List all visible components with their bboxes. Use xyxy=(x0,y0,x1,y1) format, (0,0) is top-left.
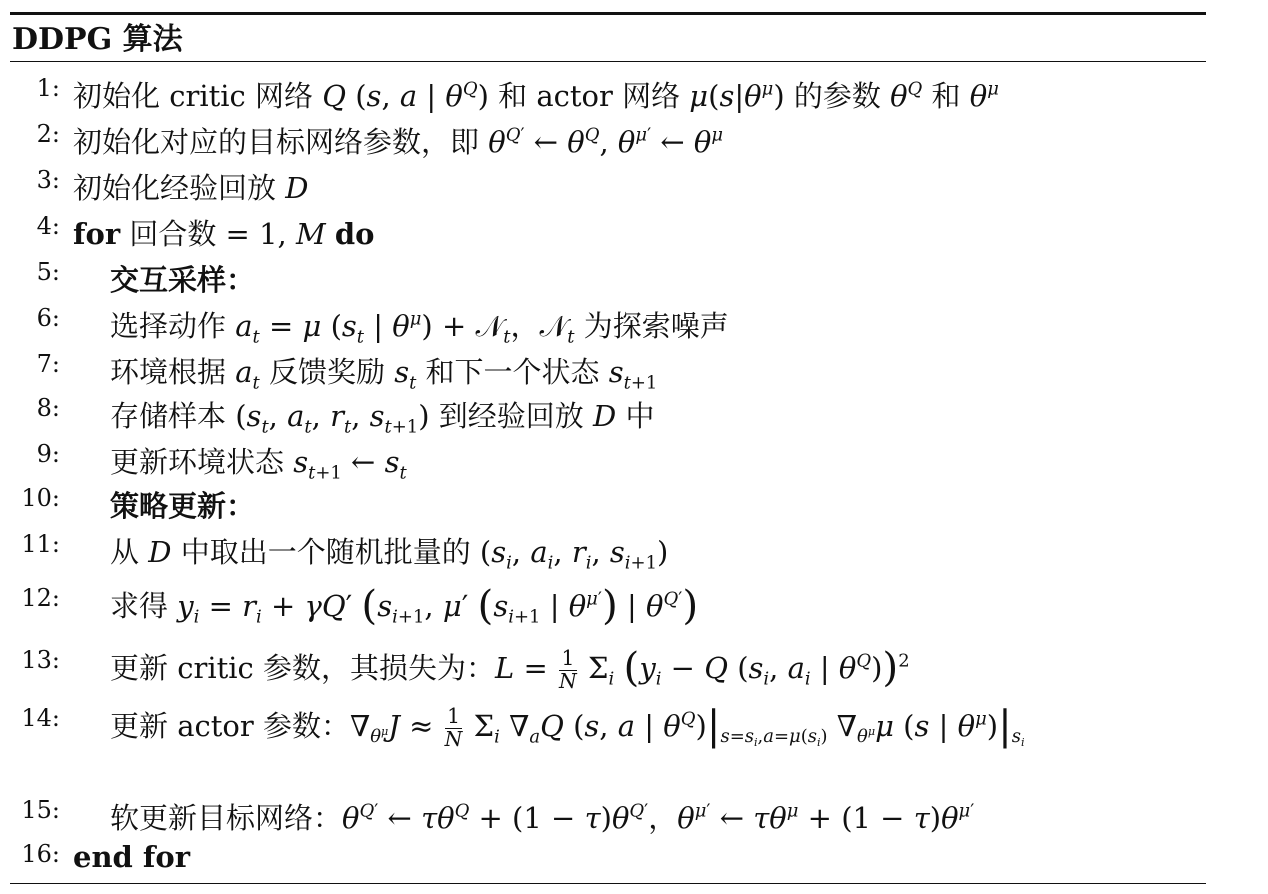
line-number: 10: xyxy=(21,484,60,512)
line-number: 5: xyxy=(36,258,60,286)
line-number: 6: xyxy=(36,304,60,332)
line-number: 9: xyxy=(36,440,60,468)
line-text: 从 D 中取出一个随机批量的 ($s_i$, $a_i$, $r_i$, $s_{i+1}$) xyxy=(110,535,669,574)
line-text: 环境根据 $a_t$ 反馈奖励 $s_t$ 和下一个状态 $s_{t+1}$ xyxy=(110,355,658,394)
line-number: 1: xyxy=(36,74,60,102)
line-number: 3: xyxy=(36,166,60,194)
line-number: 11: xyxy=(21,530,60,558)
line-text: 求得 $y_i = r_i + \gamma Q'$ ($s_{i+1}$, μ′ ($s_{i+1}$ | $\theta^{\mu'}$) | $\theta^{Q'}$) xyxy=(110,581,699,630)
line-text: end for xyxy=(73,840,191,874)
line-number: 8: xyxy=(36,394,60,422)
line-text: 策略更新： xyxy=(110,489,256,523)
line-text: 更新 actor 参数：$\nabla_{\theta^\mu}J$ ≈ $\frac{1}{N}$ $\Sigma_i$ $\nabla_aQ$ (s, a | $\theta^Q)|_{s=s_i,a=\mu(s_i)}$ $\nabla_{\theta^\mu}\mu$ (s | $\theta^\mu)|_{s_i}$ xyxy=(110,701,1025,751)
line-text: 软更新目标网络：$\theta^{Q'}$ ← $\tau\theta^Q + (1 - \tau)\theta^{Q'}$，$\theta^{\mu'}$ ← $\tau\theta^\mu + (1 - \tau)\theta^{\mu'}$ xyxy=(110,800,975,835)
line-number: 12: xyxy=(21,584,60,612)
line-number: 15: xyxy=(21,796,60,824)
line-text: for 回合数 = 1, M do xyxy=(73,217,375,251)
line-text: 选择动作 $a_t = \mu$ ($s_t$ | $\theta^\mu$) + 𝒩$_t$，𝒩$_t$ 为探索噪声 xyxy=(110,308,729,348)
line-text: 初始化 critic 网络 Q (s, a | $\theta^Q$) 和 actor 网络 $\mu(s|\theta^\mu)$ 的参数 $\theta^Q$ 和 $\theta^\mu$ xyxy=(73,78,999,113)
bottom-rule xyxy=(10,883,1206,884)
algorithm-lines xyxy=(10,0,1268,894)
line-number: 14: xyxy=(21,704,60,732)
line-number: 13: xyxy=(21,646,60,674)
algorithm-title: DDPG 算法 xyxy=(12,22,183,57)
line-number: 7: xyxy=(36,350,60,378)
line-number: 16: xyxy=(21,840,60,868)
line-text: 更新 critic 参数，其损失为：L = $\frac{1}{N}$ $\Sigma_i$ ($y_i - Q$ ($s_i$, $a_i$ | $\theta^Q))^2$ xyxy=(110,643,910,693)
line-text: 初始化经验回放 D xyxy=(73,171,309,205)
line-text: 更新环境状态 $s_{t+1}$ ← $s_t$ xyxy=(110,445,407,484)
line-text: 交互采样： xyxy=(110,263,256,297)
line-number: 2: xyxy=(36,120,60,148)
line-number: 4: xyxy=(36,212,60,240)
line-text: 存储样本 ($s_t$, $a_t$, $r_t$, $s_{t+1}$) 到经验回放 D 中 xyxy=(110,399,655,438)
line-text: 初始化对应的目标网络参数，即 $\theta^{Q'}$ ← $\theta^Q$, $\theta^{\mu'}$ ← $\theta^\mu$ xyxy=(73,124,724,159)
